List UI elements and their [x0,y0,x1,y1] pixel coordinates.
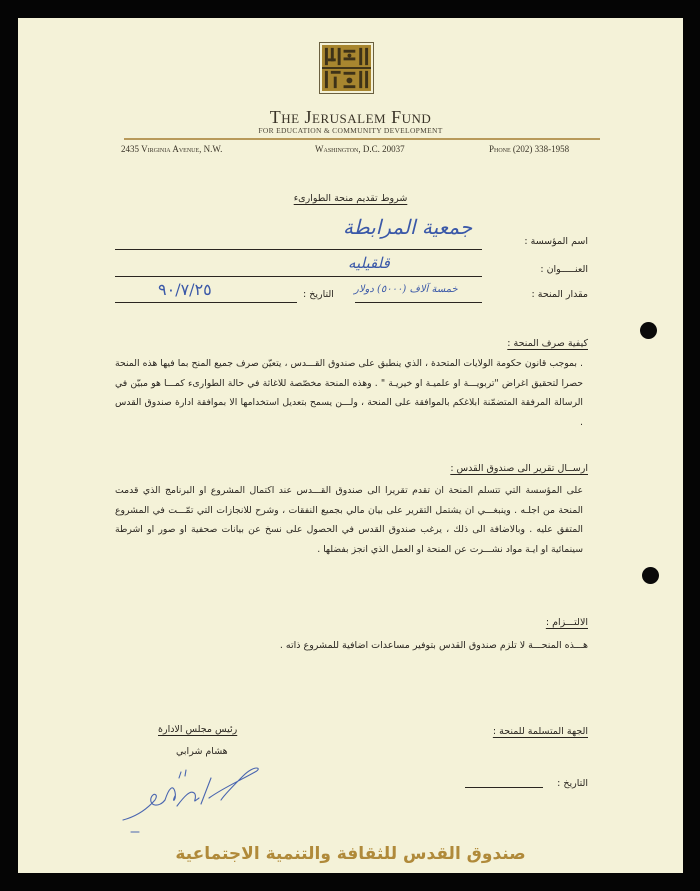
document-heading: شروط تقديم منحة الطوارىء [293,193,408,204]
institution-line [115,249,482,250]
fund-title: The Jerusalem Fund [269,107,432,127]
address-value: قلقيليه [348,254,390,272]
section-title-report: ارســال تقرير الى صندوق القدس : [450,463,588,474]
chairman-name: هشام شرابي [176,746,228,757]
chairman-title: رئيس مجلس الادارة [158,724,238,735]
grant-amount-value: خمسة آلاف (٥٠٠٠) دولار [354,284,458,295]
binder-hole-top [640,322,657,339]
jerusalem-fund-logo-icon [319,42,374,94]
date-label: التاريخ : [303,289,334,300]
binder-hole-bottom [642,567,659,584]
signature-icon [113,758,263,838]
letterhead-divider [124,138,600,140]
street-address: 2435 Virginia Avenue, N.W. [121,144,223,154]
letter-page [18,18,683,873]
city-address: Washington, D.C. 20037 [315,144,405,154]
recipient-date-line [465,787,543,788]
field-label-institution: اسم المؤسسة : [524,236,588,247]
section-body-disbursement: . بموجب قانون حكومة الولايات المتحدة ، الذي ينطبق على صندوق القـــدس ، يتعيّن صرف جميع المنح بما فيها هذه المنحة حصرا لتحقيق اغراض "تربويـــة او علميـة او خيريـة " . وهذه المنحة مخصّصة للاغاثة في حالة الطوارىء كمـــا هو مبيّن في الرسالة المرفقة المتضمّنة ابلاغكم بالموافقة على المنحة ، ولـــن يسمح بتعديل استخدامها الا بموافقة ادارة صندوق القدس . [115,358,583,428]
phone-number: Phone (202) 338-1958 [489,144,570,154]
field-label-address: العنـــــوان : [540,264,588,275]
section-title-commitment: الالتـــزام : [545,617,588,628]
section-title-disbursement: كيفية صرف المنحة : [507,338,588,349]
institution-value: جمعية المرابطة [343,215,473,239]
recipient-date-label: التاريخ : [557,778,588,789]
section-body-commitment: هـــذه المنحـــة لا تلزم صندوق القدس بتوفير مساعدات اضافية للمشروع ذاته . [279,640,588,651]
recipient-label: الجهة المتسلمة للمنحة : [492,726,588,737]
grant-amount-line [355,302,482,303]
field-label-grant-amount: مقدار المنحة : [531,289,588,300]
footer-arabic-name: صندوق القدس للثقافة والتنمية الاجتماعية [175,844,526,864]
address-line [115,276,482,277]
date-value: ٩٠/٧/٢٥ [158,280,212,299]
date-line [115,302,297,303]
fund-subtitle: FOR EDUCATION & COMMUNITY DEVELOPMENT [258,126,443,135]
section-body-report: على المؤسسة التي تتسلم المنحة ان تقدم تقريرا الى صندوق القـــدس عند اكتمال المشروع او البرنامج الذي قدمت المنحة من اجلـه . وينبغـــي ان يشتمل التقرير على بيان مالي بجميع النفقات ، وشرح للانجازات التي تمّـــت في المشروع المتفق عليه . وبالاضافة الى ذلك ، يرغب صندوق القدس في الحصول على نسخ عن بيانات صحفية او صور او اشرطة سينمائية او ايـة مواد نشـــرت عن المنحة او العمل الذي انجز بفضلها . [115,485,583,555]
